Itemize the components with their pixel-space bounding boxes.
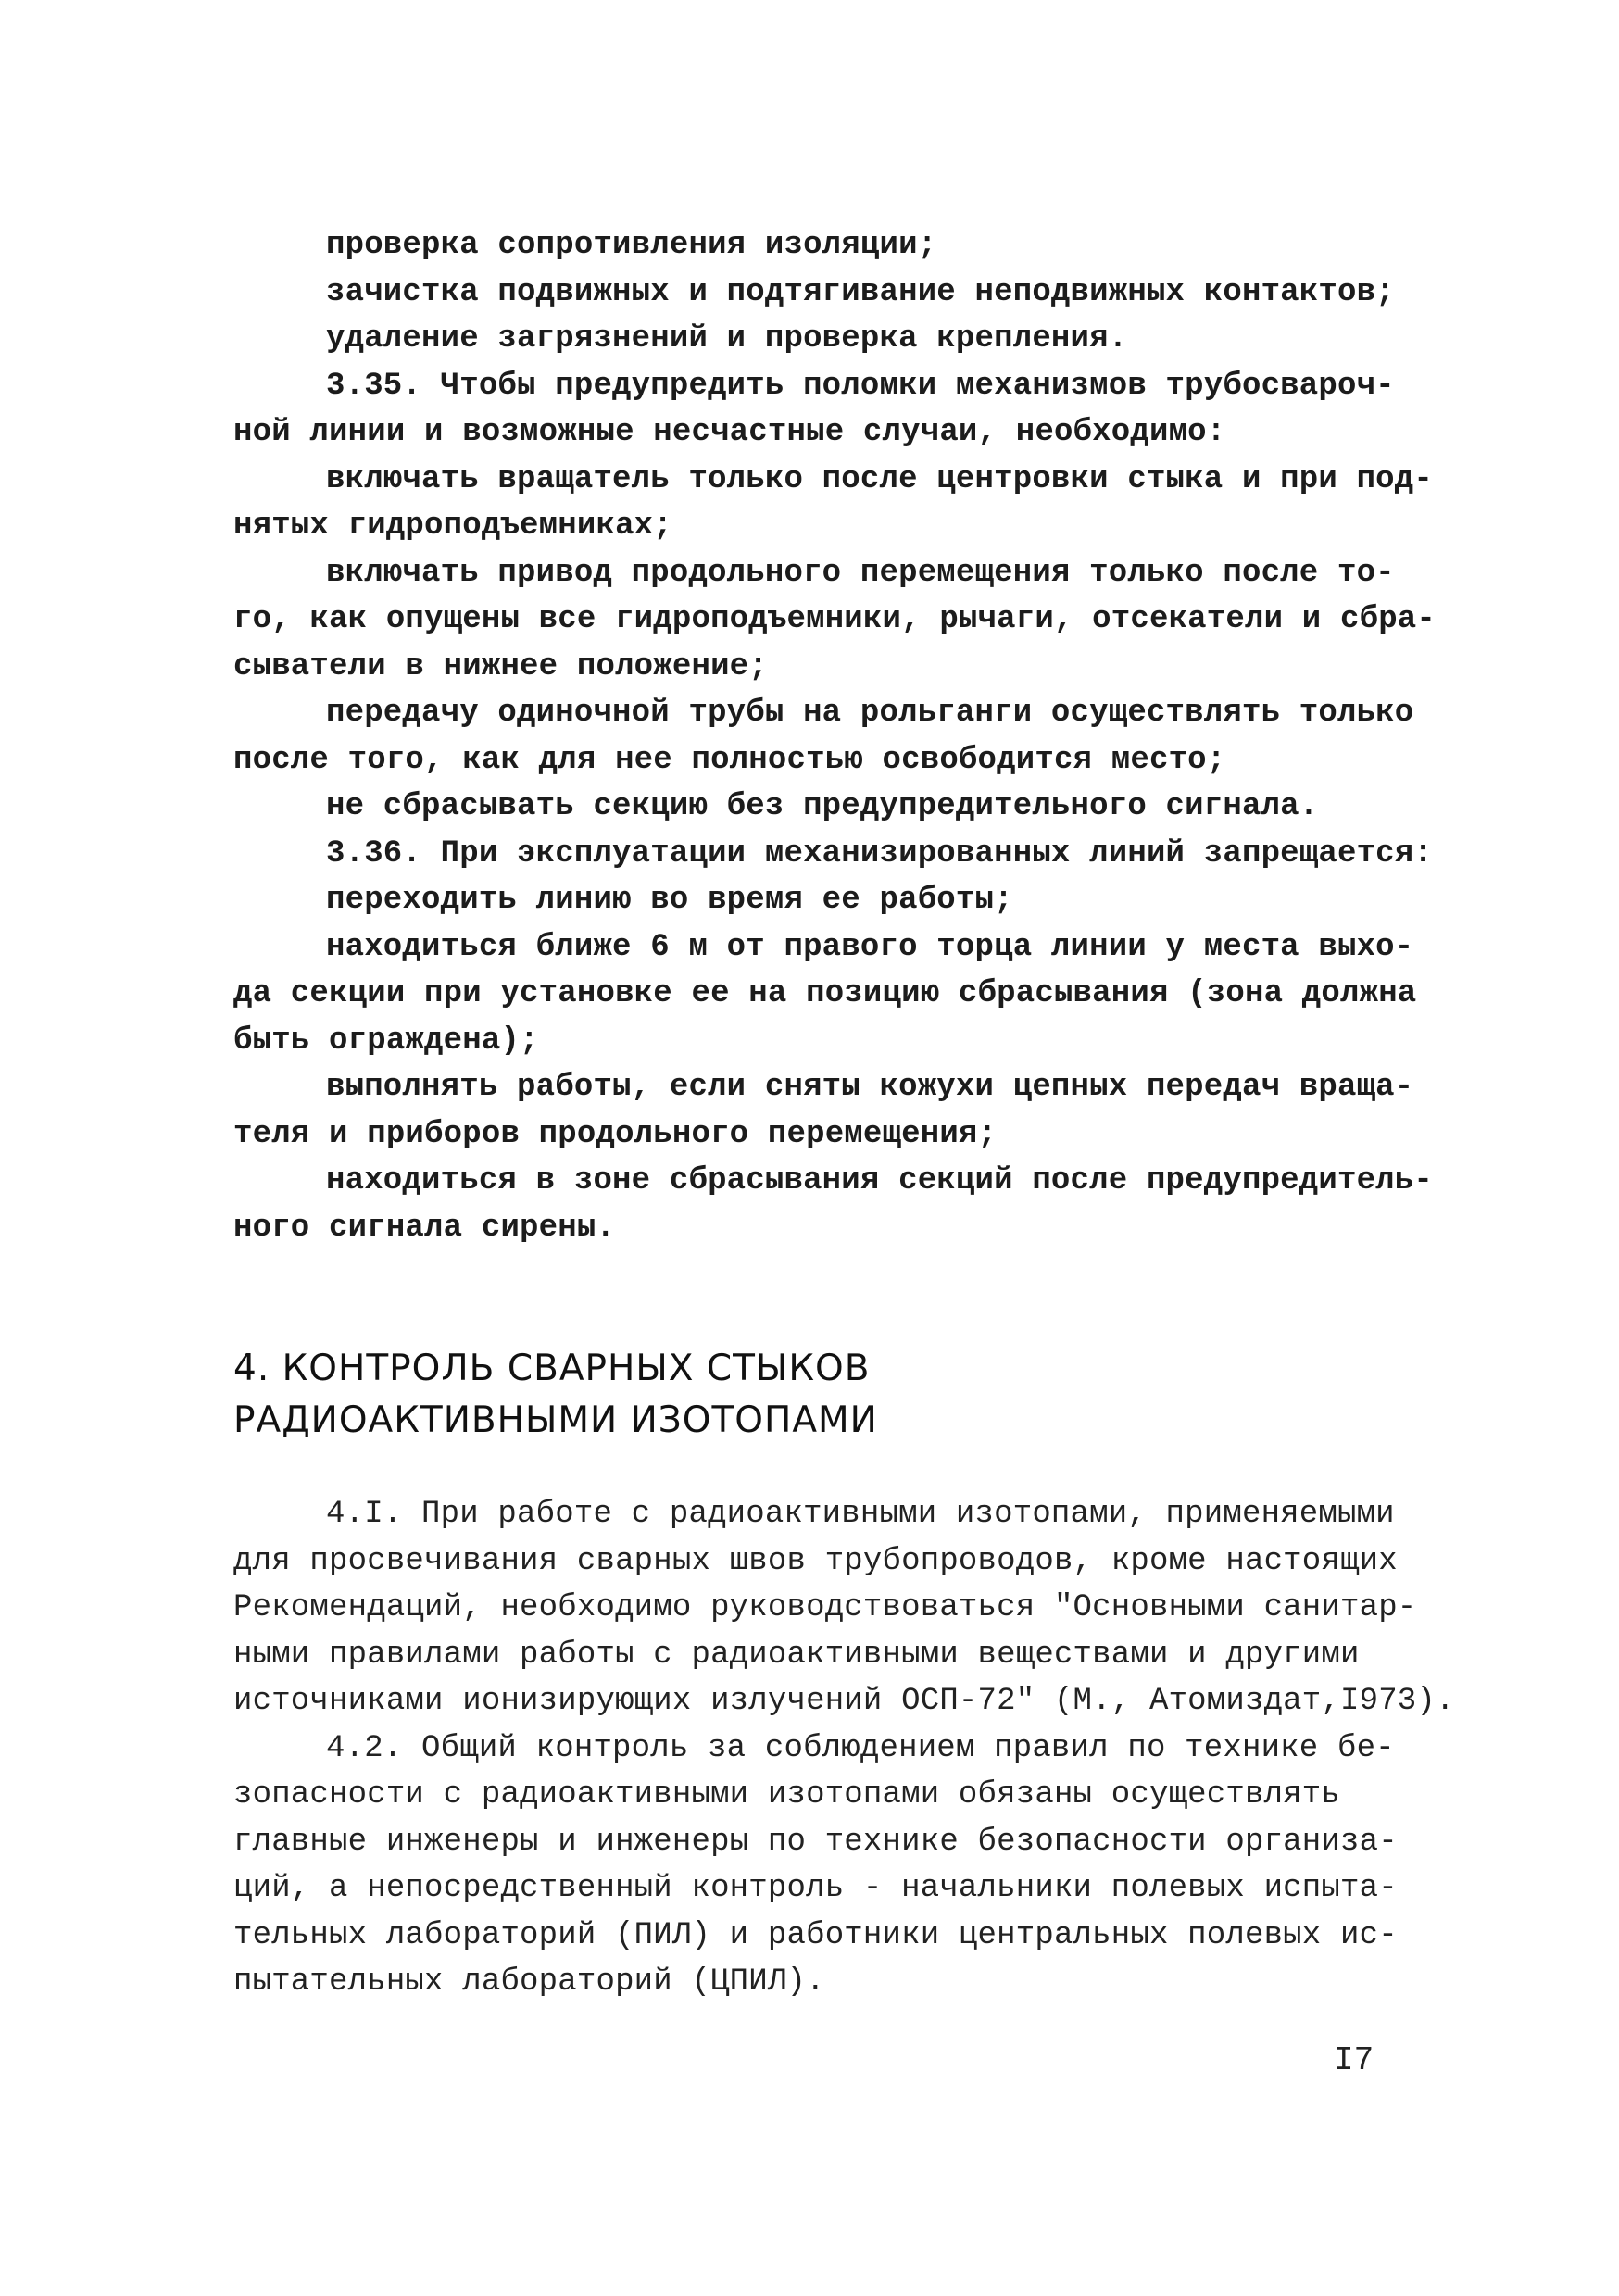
text-line: пытательных лабораторий (ЦПИЛ). xyxy=(233,1964,825,2000)
text-line: включать привод продольного перемещения только после то- xyxy=(326,555,1395,591)
text-line: го, как опущены все гидроподъемники, рычаги, отсекатели и сбра- xyxy=(233,602,1437,637)
text-line: ной линии и возможные несчастные случаи, необходимо: xyxy=(233,415,1226,450)
text-line: после того, как для нее полностью освободится место; xyxy=(233,742,1226,778)
text-line: передачу одиночной трубы на рольганги осуществлять только xyxy=(326,696,1414,731)
text-line: для просвечивания сварных швов трубопроводов, кроме настоящих xyxy=(233,1543,1398,1579)
text-line: ного сигнала сирены. xyxy=(233,1210,616,1246)
text-line: Рекомендаций, необходимо руководствоваться "Основными санитар- xyxy=(233,1590,1417,1625)
text-line: ций, а непосредственный контроль - начальники полевых испыта- xyxy=(233,1871,1398,1906)
text-line: находиться в зоне сбрасывания секций после предупредитель- xyxy=(326,1163,1433,1198)
section-3-text-block xyxy=(233,222,1437,1251)
text-line: тельных лабораторий (ПИЛ) и работники центральных полевых ис- xyxy=(233,1917,1398,1953)
text-line: главные инженеры и инженеры по технике безопасности организа- xyxy=(233,1824,1398,1860)
text-line: источниками ионизирующих излучений ОСП-72" (М., Атомиздат,I973). xyxy=(233,1684,1455,1719)
text-line: проверка сопротивления изоляции; xyxy=(326,228,937,263)
text-line: выполнять работы, если сняты кожухи цепных передач враща- xyxy=(326,1070,1414,1105)
text-line: сыватели в нижнее положение; xyxy=(233,648,768,684)
text-line: 4.I. При работе с радиоактивными изотопами, применяемыми xyxy=(326,1497,1395,1532)
section-heading-line: РАДИОАКТИВНЫМИ ИЗОТОПАМИ xyxy=(233,1399,878,1441)
text-line: нятых гидроподъемниках; xyxy=(233,508,672,544)
section-4-heading xyxy=(233,1343,1428,1447)
text-line: зопасности с радиоактивными изотопами обязаны осуществлять xyxy=(233,1777,1340,1813)
text-line: теля и приборов продольного перемещения; xyxy=(233,1116,998,1152)
text-line: быть ограждена); xyxy=(233,1023,539,1059)
section-heading-line: 4. КОНТРОЛЬ СВАРНЫХ СТЫКОВ xyxy=(233,1348,871,1389)
text-line: 3.36. При эксплуатации механизированных линий запрещается: xyxy=(326,835,1433,872)
text-line: 3.35. Чтобы предупредить поломки механизмов трубосвароч- xyxy=(326,368,1395,404)
text-line: не сбрасывать секцию без предупредительного сигнала. xyxy=(326,789,1319,824)
page-number: I7 xyxy=(1334,2041,1374,2079)
text-line: удаление загрязнений и проверка крепления. xyxy=(326,321,1128,357)
text-line: переходить линию во время ее работы; xyxy=(326,883,1013,918)
text-line: включать вращатель только после центровки стыка и при под- xyxy=(326,461,1433,497)
text-line: ными правилами работы с радиоактивными веществами и другими xyxy=(233,1637,1360,1673)
text-line: находиться ближе 6 м от правого торца линии у места выхо- xyxy=(326,929,1414,965)
section-4-text-block xyxy=(233,1491,1455,2006)
text-line: 4.2. Общий контроль за соблюдением правил по технике бе- xyxy=(326,1730,1395,1766)
text-line: да секции при установке ее на позицию сбрасывания (зона должна xyxy=(233,976,1417,1011)
text-line: зачистка подвижных и подтягивание неподвижных контактов; xyxy=(326,274,1395,310)
